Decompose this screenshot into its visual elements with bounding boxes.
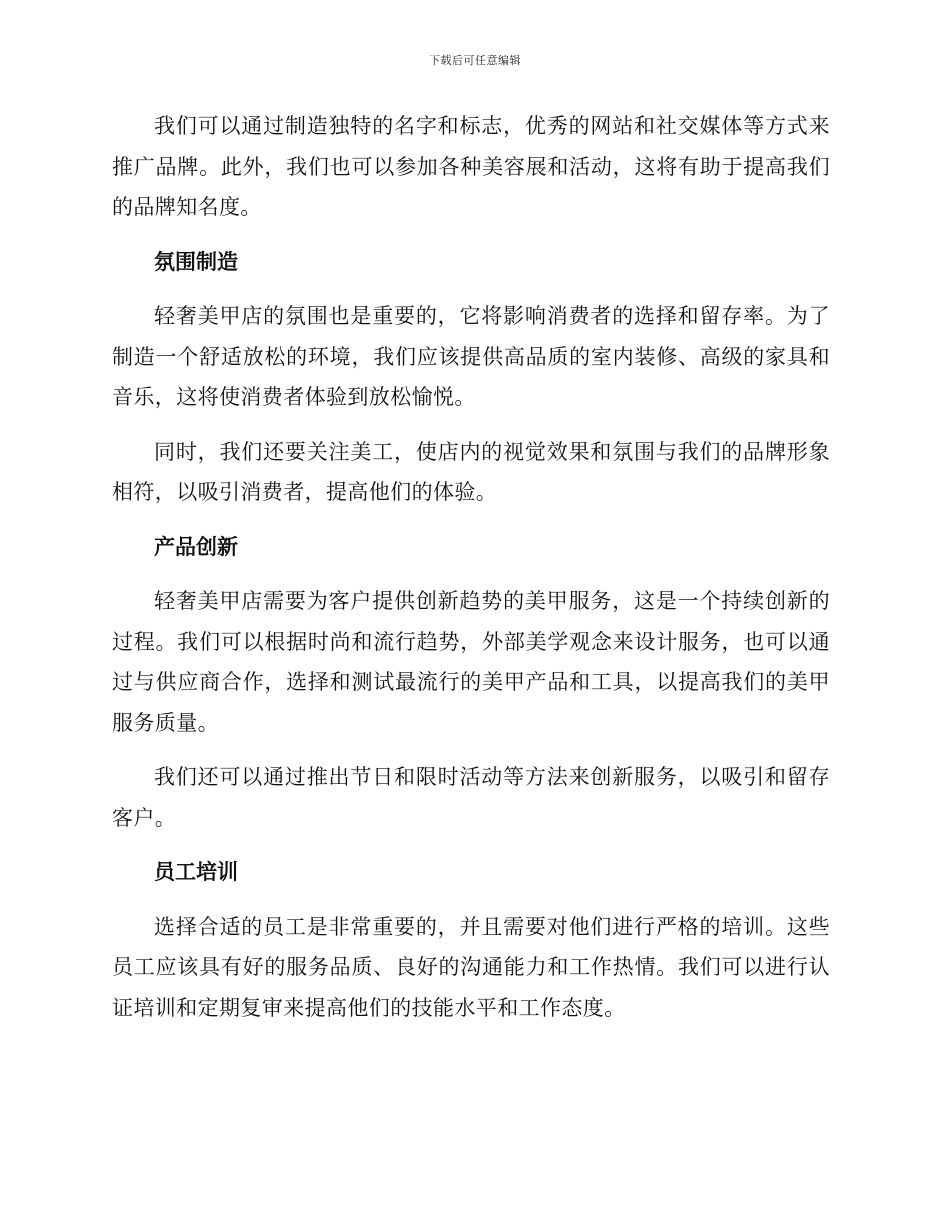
- section-heading-atmosphere: 氛围制造: [154, 249, 238, 274]
- paragraph-innovation-trends: 轻奢美甲店需要为客户提供创新趋势的美甲服务，这是一个持续创新的过程。我们可以根据时尚和流行趋势，外部美学观念来设计服务，也可以通过与供应商合作，选择和测试最流行的美甲产品和工具，以提高我们的美甲服务质量。: [112, 589, 830, 735]
- paragraph-staff-training: 选择合适的员工是非常重要的，并且需要对他们进行严格的培训。这些员工应该具有好的服务品质、良好的沟通能力和工作热情。我们可以进行认证培训和定期复审来提高他们的技能水平和工作态度。: [112, 914, 830, 1020]
- page-header: 下载后可任意编辑: [429, 54, 521, 67]
- paragraph-atmosphere-visual: 同时，我们还要关注美工，使店内的视觉效果和氛围与我们的品牌形象相符，以吸引消费者，提高他们的体验。: [112, 439, 830, 504]
- section-heading-product-innovation: 产品创新: [154, 534, 238, 559]
- paragraph-innovation-events: 我们还可以通过推出节日和限时活动等方法来创新服务，以吸引和留存客户。: [112, 765, 830, 830]
- document-body: [112, 106, 830, 1042]
- paragraph-atmosphere-environment: 轻奢美甲店的氛围也是重要的，它将影响消费者的选择和留存率。为了制造一个舒适放松的环境，我们应该提供高品质的室内装修、高级的家具和音乐，这将使消费者体验到放松愉悦。: [112, 304, 830, 409]
- section-heading-staff-training: 员工培训: [154, 860, 238, 884]
- paragraph-brand-promotion: 我们可以通过制造独特的名字和标志，优秀的网站和社交媒体等方式来推广品牌。此外，我们也可以参加各种美容展和活动，这将有助于提高我们的品牌知名度。: [112, 114, 830, 219]
